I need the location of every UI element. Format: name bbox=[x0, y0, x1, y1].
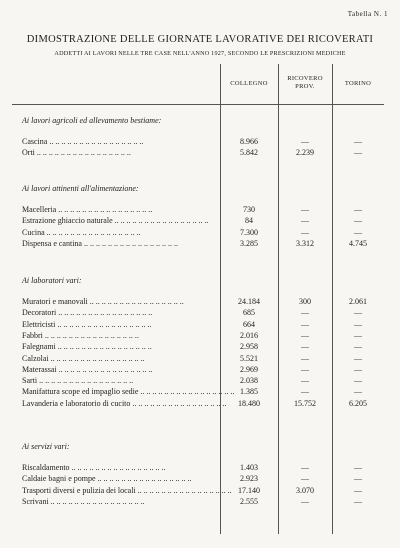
cell-v1: 18.480 bbox=[238, 398, 260, 408]
cell-v3: 6.205 bbox=[349, 398, 367, 408]
cell-v1: 1.385 bbox=[240, 387, 258, 397]
cell-v1: 24.184 bbox=[238, 297, 260, 306]
table-row bbox=[12, 205, 384, 216]
table-row bbox=[12, 387, 384, 398]
cell-v2: — bbox=[301, 364, 309, 374]
section-heading: Ai laboratori vari: bbox=[22, 276, 82, 285]
row-label: Scrivani .. .. .. .. .. .. .. .. .. .. .. .. .. .. .. .. bbox=[22, 496, 145, 506]
table-row bbox=[12, 399, 384, 410]
cell-v1: 84 bbox=[245, 216, 253, 226]
cell-v3: — bbox=[354, 496, 362, 506]
cell-v1: 1.403 bbox=[240, 463, 258, 472]
cell-v1: 2.038 bbox=[240, 376, 258, 386]
cell-v1: 5.842 bbox=[240, 148, 258, 158]
data-table bbox=[12, 64, 384, 534]
cell-v3: — bbox=[354, 319, 362, 329]
column-header-ricovero bbox=[278, 75, 332, 91]
cell-v2: — bbox=[301, 319, 309, 329]
row-label: Calzolai .. .. .. .. .. .. .. .. .. .. .. .. .. .. .. .. bbox=[22, 353, 145, 363]
row-label: Caldaie bagni e pompe .. .. .. .. .. .. .. .. .. .. .. .. .. .. .. .. bbox=[22, 474, 192, 484]
row-label: Lavanderia e laboratorio di cucito .. .. .. .. .. .. .. .. .. .. .. .. .. .. .. .. bbox=[22, 398, 227, 408]
cell-v2: — bbox=[301, 496, 309, 506]
table-number-label: Tabella N. 1 bbox=[347, 10, 388, 18]
row-label: Sarti .. .. .. .. .. .. .. .. .. .. .. .. .. .. .. .. bbox=[22, 376, 134, 386]
row-label: Cucina .. .. .. .. .. .. .. .. .. .. .. .. .. .. .. .. bbox=[22, 227, 141, 237]
cell-v3: — bbox=[354, 485, 362, 495]
row-label: Elettricisti .. .. .. .. .. .. .. .. .. .. .. .. .. .. .. .. bbox=[22, 319, 152, 329]
cell-v1: 2.016 bbox=[240, 330, 258, 340]
cell-v1: 17.140 bbox=[238, 485, 260, 495]
table-row bbox=[12, 137, 384, 148]
cell-v1: 5.521 bbox=[240, 353, 258, 363]
table-row bbox=[12, 486, 384, 497]
cell-v1: 2.969 bbox=[240, 364, 258, 374]
cell-v1: 2.958 bbox=[240, 342, 258, 352]
cell-v2: — bbox=[301, 330, 309, 340]
cell-v3: — bbox=[354, 227, 362, 237]
table-row bbox=[12, 342, 384, 353]
table-row bbox=[12, 497, 384, 508]
table-row bbox=[12, 239, 384, 250]
table-row bbox=[12, 216, 384, 227]
table-row bbox=[12, 463, 384, 474]
section-heading: Ai lavori agricoli ed allevamento bestiame: bbox=[22, 116, 162, 125]
cell-v1: 685 bbox=[243, 308, 255, 318]
row-label: Estrazione ghiaccio naturale .. .. .. .. .. .. .. .. .. .. .. .. .. .. .. .. bbox=[22, 216, 209, 226]
cell-v2: 2.239 bbox=[296, 148, 314, 158]
column-header-collegno: COLLEGNO bbox=[230, 80, 268, 87]
cell-v2: — bbox=[301, 137, 309, 146]
cell-v1: 664 bbox=[243, 319, 255, 329]
cell-v2: 300 bbox=[299, 297, 311, 306]
cell-v1: 7.300 bbox=[240, 227, 258, 237]
cell-v2: — bbox=[301, 216, 309, 226]
row-label: Dispensa e cantina .. .. .. .. .. .. .. .. .. .. .. .. .. .. .. .. bbox=[22, 238, 178, 248]
table-row bbox=[12, 297, 384, 308]
table-row bbox=[12, 331, 384, 342]
row-label: Manifattura scope ed impaglio sedie .. .. .. .. .. .. .. .. .. .. .. .. .. .. .. .. bbox=[22, 387, 235, 397]
cell-v2: — bbox=[301, 474, 309, 484]
column-header-torino: TORINO bbox=[344, 80, 372, 87]
row-label: Macelleria .. .. .. .. .. .. .. .. .. .. .. .. .. .. .. .. bbox=[22, 205, 153, 214]
cell-v3: — bbox=[354, 137, 362, 146]
cell-v2: — bbox=[301, 463, 309, 472]
table-row bbox=[12, 365, 384, 376]
table-row bbox=[12, 228, 384, 239]
cell-v1: 2.555 bbox=[240, 496, 258, 506]
row-label: Riscaldamento .. .. .. .. .. .. .. .. .. .. .. .. .. .. .. .. bbox=[22, 463, 166, 472]
cell-v3: — bbox=[354, 474, 362, 484]
cell-v3: — bbox=[354, 342, 362, 352]
row-label: Decoratori .. .. .. .. .. .. .. .. .. .. .. .. .. .. .. .. bbox=[22, 308, 153, 318]
table-row bbox=[12, 354, 384, 365]
cell-v3: — bbox=[354, 216, 362, 226]
table-row bbox=[12, 308, 384, 319]
cell-v2: — bbox=[301, 342, 309, 352]
column-header-ricovero-line2: PROV. bbox=[295, 83, 315, 90]
cell-v1: 3.285 bbox=[240, 238, 258, 248]
cell-v3: — bbox=[354, 387, 362, 397]
cell-v3: — bbox=[354, 205, 362, 214]
cell-v3: — bbox=[354, 376, 362, 386]
column-header-ricovero-line1: RICOVERO bbox=[287, 75, 323, 82]
cell-v2: — bbox=[301, 205, 309, 214]
cell-v3: — bbox=[354, 364, 362, 374]
cell-v2: 3.070 bbox=[296, 485, 314, 495]
cell-v2: 3.312 bbox=[296, 238, 314, 248]
cell-v1: 2.923 bbox=[240, 474, 258, 484]
row-label: Muratori e manovali .. .. .. .. .. .. .. .. .. .. .. .. .. .. .. .. bbox=[22, 297, 184, 306]
cell-v3: — bbox=[354, 330, 362, 340]
cell-v2: — bbox=[301, 376, 309, 386]
cell-v3: — bbox=[354, 148, 362, 158]
cell-v3: 4.745 bbox=[349, 238, 367, 248]
table-row bbox=[12, 376, 384, 387]
table-row bbox=[12, 320, 384, 331]
row-label: Trasporti diversi e pulizia dei locali .. .. .. .. .. .. .. .. .. .. .. .. .. .. .. .. bbox=[22, 485, 232, 495]
row-label: Falegnami .. .. .. .. .. .. .. .. .. .. .. .. .. .. .. .. bbox=[22, 342, 152, 352]
table-row bbox=[12, 148, 384, 159]
row-label: Orti .. .. .. .. .. .. .. .. .. .. .. .. .. .. .. .. bbox=[22, 148, 131, 158]
cell-v2: — bbox=[301, 227, 309, 237]
cell-v3: — bbox=[354, 463, 362, 472]
row-label: Materassai .. .. .. .. .. .. .. .. .. .. .. .. .. .. .. .. bbox=[22, 364, 153, 374]
table-row bbox=[12, 474, 384, 485]
cell-v3: — bbox=[354, 353, 362, 363]
cell-v1: 730 bbox=[243, 205, 255, 214]
document-title: DIMOSTRAZIONE DELLE GIORNATE LAVORATIVE DEI RICOVERATI bbox=[26, 34, 374, 45]
section-heading: Ai servizi vari: bbox=[22, 442, 70, 451]
row-label: Fabbri .. .. .. .. .. .. .. .. .. .. .. .. .. .. .. .. bbox=[22, 330, 139, 340]
header-rule bbox=[12, 104, 384, 105]
cell-v3: — bbox=[354, 308, 362, 318]
cell-v3: 2.061 bbox=[349, 297, 367, 306]
section-heading: Ai lavori attinenti all'alimentazione: bbox=[22, 184, 139, 193]
cell-v2: — bbox=[301, 308, 309, 318]
row-label: Cascina .. .. .. .. .. .. .. .. .. .. .. .. .. .. .. .. bbox=[22, 137, 144, 146]
cell-v2: — bbox=[301, 353, 309, 363]
cell-v2: 15.752 bbox=[294, 398, 316, 408]
cell-v2: — bbox=[301, 387, 309, 397]
cell-v1: 8.966 bbox=[240, 137, 258, 146]
document-subtitle: ADDETTI AI LAVORI NELLE TRE CASE NELL'ANNO 1927, SECONDO LE PRESCRIZIONI MEDICHE bbox=[54, 50, 346, 57]
